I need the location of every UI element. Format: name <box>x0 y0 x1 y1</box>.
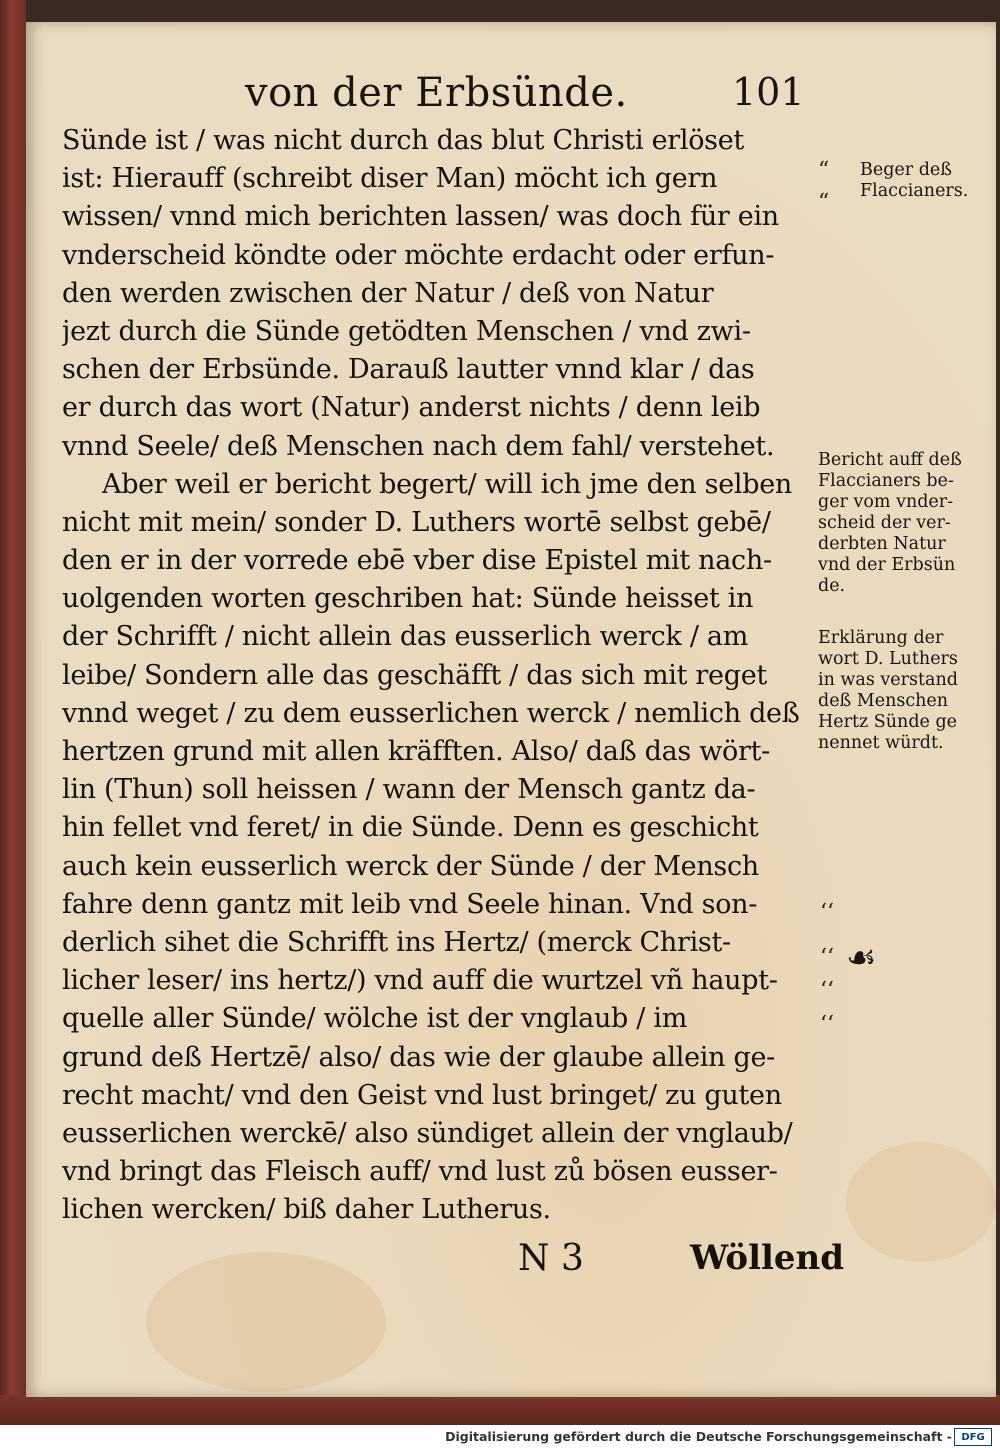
margin-note-report <box>818 450 990 597</box>
book-binding-bottom <box>0 1395 1000 1425</box>
text-line: den er in der vorrede ebē vber dise Epistel mit nach- <box>62 545 772 577</box>
margin-line: in was verstand <box>818 670 958 690</box>
margin-line: wort D. Luthers <box>818 649 958 669</box>
text-line: vnnd weget / zu dem eusserlichen werck / nemlich deß <box>62 697 800 729</box>
quotation-mark: ‘‘ <box>820 1012 834 1037</box>
margin-line: Hertz Sünde ge <box>818 712 958 732</box>
text-line: quelle aller Sünde/ wölche ist der vnglaub / im <box>62 1003 688 1035</box>
margin-line: Beger deß <box>860 160 952 180</box>
text-line: Sünde ist / was nicht durch das blut Christi erlöset <box>62 125 744 156</box>
text-line: vnnd Seele/ deß Menschen nach dem fahl/ verstehet. <box>62 430 775 462</box>
margin-line: deß Menschen <box>818 691 949 711</box>
page-footer <box>0 1238 1000 1288</box>
margin-line: ger vom vnder- <box>818 492 954 512</box>
text-line: er durch das wort (Natur) anderst nichts / denn leib <box>62 392 761 424</box>
text-line: lichen wercken/ biß daher Lutherus. <box>62 1194 551 1226</box>
text-line: leibe/ Sondern alle das geschäfft / das sich mit reget <box>62 659 767 691</box>
quotation-mark: ‘‘ <box>820 978 834 1003</box>
catchword: Wöllend <box>690 1238 845 1278</box>
margin-line: Erklärung der <box>818 628 944 648</box>
margin-note-explanation <box>818 628 990 754</box>
margin-line: Flaccianers be- <box>818 471 954 491</box>
margin-line: derbten Natur <box>818 534 946 554</box>
running-head: von der Erbsünde. <box>245 70 628 116</box>
quotation-mark: “ <box>818 158 830 183</box>
text-line: hin fellet vnd feret/ in die Sünde. Denn es geschicht <box>62 812 759 844</box>
quotation-mark: ‘‘ <box>820 945 834 970</box>
text-line: recht macht/ vnd den Geist vnd lust bringet/ zu guten <box>62 1079 782 1111</box>
main-text-block <box>62 122 812 1229</box>
margin-line: nennet würdt. <box>818 733 944 753</box>
text-line: schen der Erbsünde. Darauß lautter vnnd klar / das <box>62 354 755 386</box>
text-line: vnd bringt das Fleisch auff/ vnd lust zů bösen eusser- <box>62 1156 778 1188</box>
text-line: ist: Hierauff (schreibt diser Man) möcht ich gern <box>62 163 718 195</box>
digitization-credit-bar <box>0 1425 1000 1448</box>
text-line: auch kein eusserlich werck der Sünde / der Mensch <box>62 850 759 882</box>
margin-note-request <box>860 160 992 202</box>
credit-text: Digitalisierung gefördert durch die Deutsche Forschungsgemeinschaft - <box>445 1429 952 1444</box>
page-number: 101 <box>732 70 805 114</box>
quotation-mark: ‘‘ <box>820 900 834 925</box>
text-line: nicht mit mein/ sonder D. Luthers wortē selbst gebē/ <box>62 506 771 538</box>
text-line: derlich sihet die Schrifft ins Hertz/ (merck Christ- <box>62 926 731 958</box>
text-line: eusserlichen werckē/ also sündiget allein der vnglaub/ <box>62 1117 793 1149</box>
margin-line: de. <box>818 576 846 596</box>
text-line: hertzen grund mit allen kräfften. Also/ daß das wört- <box>62 736 770 767</box>
text-line: uolgenden worten geschriben hat: Sünde heisset in <box>62 583 754 615</box>
text-line: den werden zwischen der Natur / deß von Natur <box>62 277 714 309</box>
quotation-mark: “ <box>818 190 830 215</box>
margin-line: Flaccianers. <box>860 181 969 201</box>
text-line: vnderscheid köndte oder möchte erdacht oder erfun- <box>62 239 775 271</box>
text-line: grund deß Hertzē/ also/ das wie der glaube allein ge- <box>62 1041 775 1073</box>
margin-line: scheid der ver- <box>818 513 951 533</box>
book-binding-left <box>0 0 26 1425</box>
signature-mark: N 3 <box>518 1238 584 1279</box>
text-line: lin (Thun) soll heissen / wann der Mensch gantz da- <box>62 774 756 806</box>
manicule-mark: ☙ <box>846 938 877 978</box>
text-line: der Schrifft / nicht allein das eusserlich werck / am <box>62 621 749 653</box>
text-line: jezt durch die Sünde getödten Menschen / vnd zwi- <box>62 315 751 347</box>
text-line: fahre denn gantz mit leib vnd Seele hinan. Vnd son- <box>62 888 758 920</box>
text-line: Aber weil er bericht begert/ will ich jme den selben <box>102 468 792 500</box>
text-line: wissen/ vnnd mich berichten lassen/ was doch für ein <box>62 201 779 233</box>
text-line: licher leser/ ins hertz/) vnd auff die wurtzel vñ haupt- <box>62 965 778 997</box>
page-header <box>0 70 1000 130</box>
margin-line: Bericht auff deß <box>818 450 962 470</box>
dfg-logo-icon: DFG <box>954 1428 992 1446</box>
margin-line: vnd der Erbsün <box>818 555 956 575</box>
